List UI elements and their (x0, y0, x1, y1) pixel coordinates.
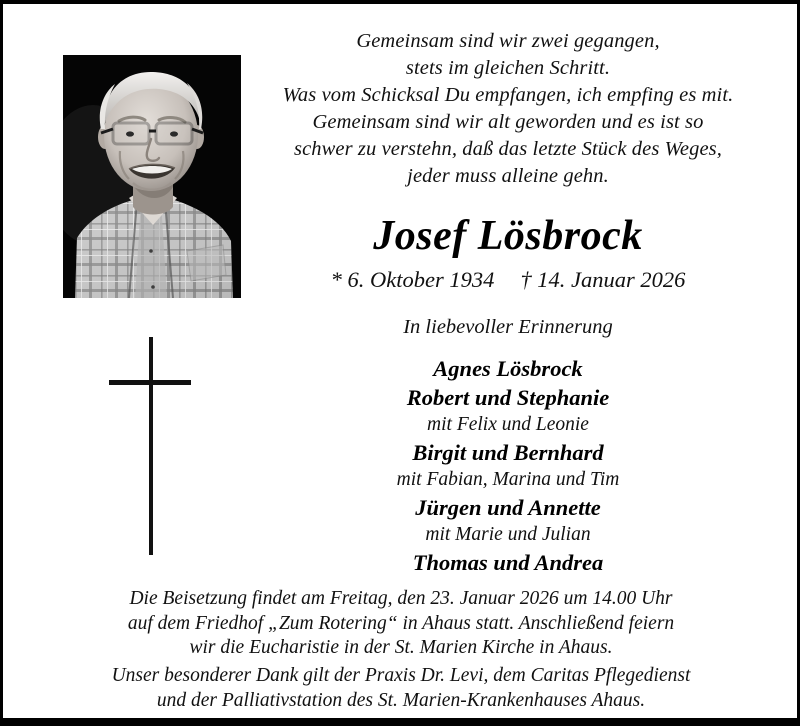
left-column (63, 55, 243, 298)
family-list (258, 354, 758, 577)
thanks-line: Unser besonderer Dank gilt der Praxis Dr. Levi, dem Caritas Pflegedienst (111, 665, 691, 686)
birth-date: * 6. Oktober 1934 (330, 267, 495, 292)
funeral-line: auf dem Friedhof „Zum Rotering“ in Ahaus statt. Anschließend feiern (127, 612, 675, 634)
cross-stem (149, 337, 153, 555)
poem-line: jeder muss alleine gehn. (407, 165, 609, 187)
deceased-name: Josef Lösbrock (373, 213, 643, 259)
poem-line: Was vom Schicksal Du empfangen, ich empfing es mit. (282, 84, 734, 106)
remembrance-heading: In liebevoller Erinnerung (403, 316, 613, 338)
latin-cross-icon (109, 337, 199, 557)
family-member: Robert und Stephanie (406, 385, 610, 410)
family-member: Jürgen und Annette (415, 495, 601, 520)
life-dates (258, 266, 758, 294)
death-date: † 14. Januar 2026 (520, 267, 686, 292)
right-column (258, 28, 758, 577)
family-children: mit Fabian, Marina und Tim (396, 469, 620, 490)
portrait-photo (63, 55, 241, 298)
cross-bar (109, 380, 191, 385)
family-member: Thomas und Andrea (412, 550, 604, 575)
poem-line: Gemeinsam sind wir alt geworden und es ist so (312, 111, 704, 133)
family-children: mit Marie und Julian (425, 524, 591, 545)
family-member: Agnes Lösbrock (433, 356, 583, 381)
funeral-line: wir die Eucharistie in der St. Marien Kirche in Ahaus. (189, 637, 613, 658)
thanks-note (15, 663, 787, 713)
memorial-poem (258, 28, 758, 190)
family-children: mit Felix und Leonie (427, 414, 589, 435)
poem-line: schwer zu verstehn, daß das letzte Stück des Weges, (294, 138, 722, 160)
poem-line: Gemeinsam sind wir zwei gegangen, (356, 30, 660, 52)
funeral-details (15, 587, 787, 661)
portrait-illustration (63, 55, 241, 298)
family-member: Birgit und Bernhard (412, 440, 604, 465)
funeral-line: Die Beisetzung findet am Freitag, den 23. Januar 2026 um 14.00 Uhr (129, 588, 673, 609)
thanks-line: und der Palliativstation des St. Marien-Krankenhauses Ahaus. (156, 690, 646, 711)
poem-line: stets im gleichen Schritt. (405, 57, 611, 79)
